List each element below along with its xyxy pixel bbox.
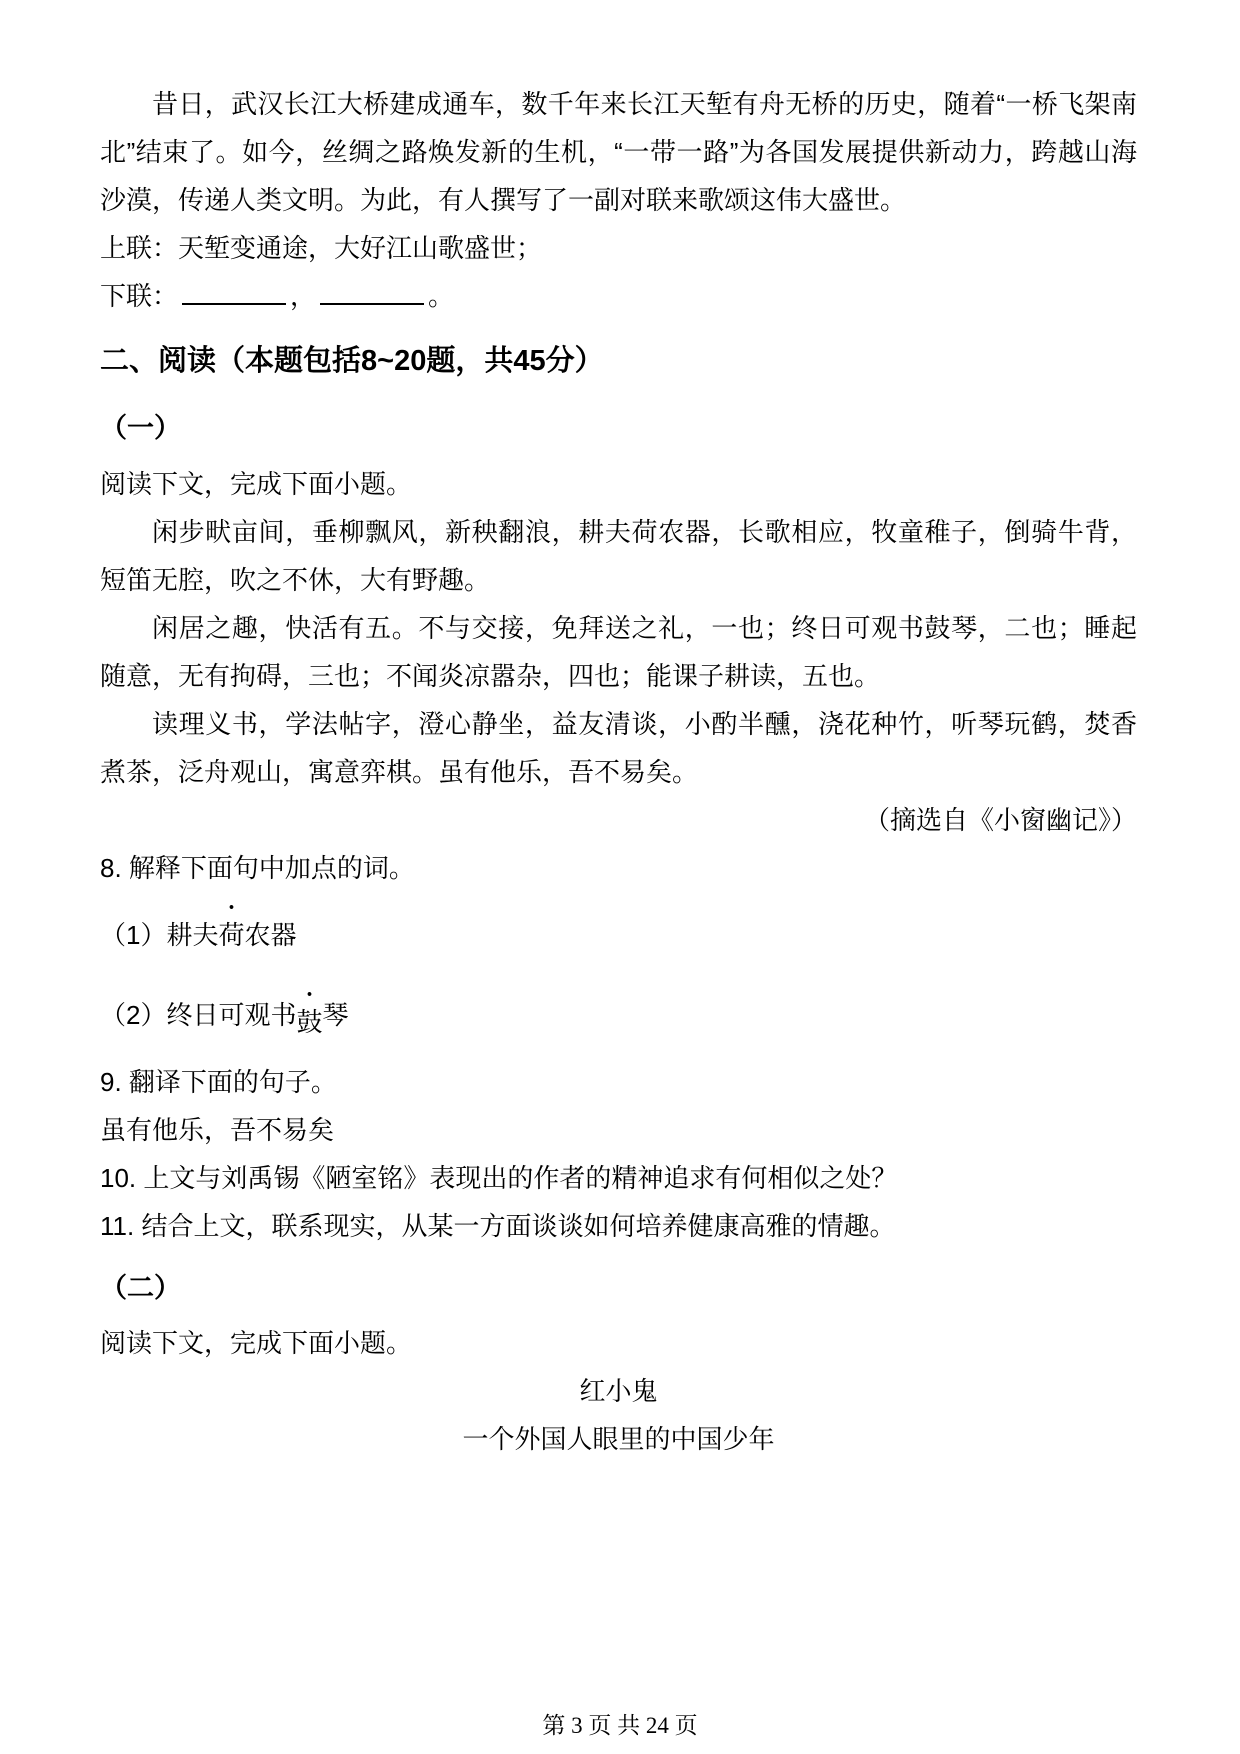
q8-item2-emphasized-text: 鼓 bbox=[296, 1007, 323, 1037]
couplet-lower-period: 。 bbox=[428, 281, 455, 311]
part-one-instruction: 阅读下文，完成下面小题。 bbox=[100, 469, 413, 499]
question-8-item-1 bbox=[100, 911, 1137, 959]
couplet-lower-separator: ， bbox=[290, 281, 317, 311]
part-one-label: （一） bbox=[100, 413, 181, 443]
page-footer: 第 3 页 共 24 页 bbox=[542, 1713, 698, 1739]
intro-paragraph: 昔日，武汉长江大桥建成通车，数千年来长江天堑有舟无桥的历史，随着“一桥飞架南北”结束了。如今，丝绸之路焕发新的生机，“一带一路”为各国发展提供新动力，跨越山海沙漠，传递人类文明。为此，有人撰写了一副对联来歌颂这伟大盛世。 bbox=[100, 89, 1137, 215]
answer-blank-1 bbox=[182, 275, 286, 305]
part-two-subtitle: 一个外国人眼里的中国少年 bbox=[462, 1424, 775, 1454]
question-11: 11. 结合上文，联系现实，从某一方面谈谈如何培养健康高雅的情趣。 bbox=[100, 1211, 896, 1241]
q8-item1-emphasized-text: 荷 bbox=[218, 920, 245, 950]
q8-item1-prefix: （1）耕夫 bbox=[100, 920, 219, 950]
question-10: 10. 上文与刘禹锡《陋室铭》表现出的作者的精神追求有何相似之处？ bbox=[100, 1163, 898, 1193]
passage-source: （摘选自《小窗幽记》） bbox=[863, 805, 1137, 835]
couplet-lower-line bbox=[100, 272, 1137, 320]
part-two-instruction: 阅读下文，完成下面小题。 bbox=[100, 1328, 413, 1358]
part-two-title: 红小鬼 bbox=[579, 1376, 658, 1406]
couplet-upper-line: 上联：天堑变通途，大好江山歌盛世； bbox=[100, 233, 543, 263]
question-8-item-2 bbox=[100, 991, 1137, 1039]
passage-paragraph-1: 闲步畎亩间，垂柳飘风，新秧翻浪，耕夫荷农器，长歌相应，牧童稚子，倒骑牛背，短笛无腔，吹之不休，大有野趣。 bbox=[100, 517, 1137, 595]
question-9-stem: 9. 翻译下面的句子。 bbox=[100, 1067, 337, 1097]
q8-item1-emphasized-char bbox=[218, 911, 244, 959]
question-9-sentence: 虽有他乐，吾不易矣 bbox=[100, 1115, 335, 1145]
q8-item2-prefix: （2）终日可观书 bbox=[100, 1000, 297, 1030]
part-two-label: （二） bbox=[100, 1273, 181, 1303]
passage-paragraph-2: 闲居之趣，快活有五。不与交接，免拜送之礼，一也；终日可观书鼓琴，二也；睡起随意，无有拘碍，三也；不闻炎凉嚣杂，四也；能课子耕读，五也。 bbox=[100, 613, 1137, 691]
section-two-heading: 二、阅读（本题包括8~20题，共45分） bbox=[100, 345, 604, 377]
question-8-stem: 8. 解释下面句中加点的词。 bbox=[100, 853, 415, 883]
q8-item1-suffix: 农器 bbox=[244, 920, 297, 950]
answer-blank-2 bbox=[320, 275, 424, 305]
q8-item2-emphasized-char bbox=[296, 998, 322, 1046]
couplet-lower-prefix: 下联： bbox=[100, 281, 179, 311]
q8-item2-suffix: 琴 bbox=[322, 1000, 349, 1030]
passage-paragraph-3: 读理义书，学法帖字，澄心静坐，益友清谈，小酌半醺，浇花种竹，听琴玩鹤，焚香煮茶，泛舟观山，寓意弈棋。虽有他乐，吾不易矣。 bbox=[100, 709, 1137, 787]
